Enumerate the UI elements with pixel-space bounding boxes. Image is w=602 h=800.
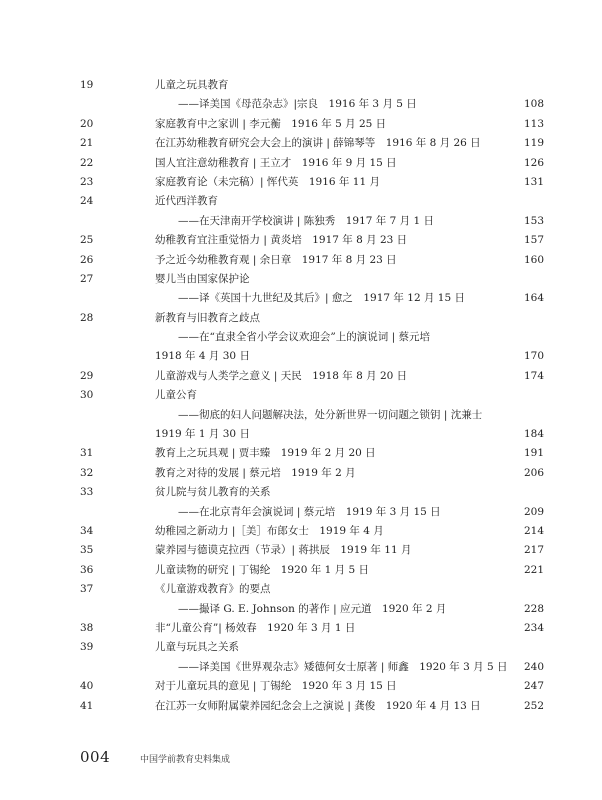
toc-entry [0, 464, 602, 483]
entry-page-number: 209 [523, 505, 544, 518]
toc-line [0, 483, 602, 502]
toc-line [0, 386, 602, 405]
toc-line [0, 677, 602, 696]
toc-line [0, 347, 602, 366]
toc-line [0, 154, 602, 173]
toc-line [0, 212, 602, 231]
entry-title: 予之近今幼稚教育观 | 余日章 1917 年 8 月 23 日 [155, 253, 397, 266]
entry-page-number: 126 [523, 156, 544, 169]
entry-page-number: 214 [523, 524, 544, 537]
entry-title: 儿童公育 [155, 389, 197, 402]
entry-page-number: 221 [523, 563, 544, 576]
entry-title: 对于儿童玩具的意见 | 丁锡纶 1920 年 3 月 15 日 [155, 680, 397, 693]
entry-title: 在江苏幼稚教育研究会大会上的演讲 | 薛锦琴等 1916 年 8 月 26 日 [155, 137, 481, 150]
toc-entry [0, 192, 602, 231]
toc-line [0, 115, 602, 134]
entry-subtitle: ——译《英国十九世纪及其后》| 愈之 1917 年 12 月 15 日 [178, 292, 466, 305]
toc-line [0, 561, 602, 580]
toc-entry [0, 697, 602, 716]
toc-entry [0, 444, 602, 463]
entry-number: 30 [80, 389, 94, 402]
entry-number: 39 [80, 641, 94, 654]
toc-entry [0, 309, 602, 367]
entry-number: 35 [80, 544, 94, 557]
toc-entry [0, 638, 602, 677]
entry-number: 25 [80, 234, 94, 247]
entry-subtitle: ——撮译 G. E. Johnson 的著作 | 应元道 1920 年 2 月 [178, 602, 447, 615]
toc-line [0, 173, 602, 192]
toc-entry [0, 173, 602, 192]
entry-title: 幼稚教育宜注重觉悟力 | 黄炎培 1917 年 8 月 23 日 [155, 234, 408, 247]
entry-number: 33 [80, 486, 94, 499]
toc-entry [0, 483, 602, 522]
toc-line [0, 619, 602, 638]
entry-page-number: 153 [523, 214, 544, 227]
entry-page-number: 108 [523, 98, 544, 111]
entry-page-number: 113 [523, 117, 544, 130]
toc-line [0, 638, 602, 657]
entry-page-number: 191 [523, 447, 544, 460]
entry-page-number: 240 [523, 660, 544, 673]
entry-number: 28 [80, 311, 94, 324]
toc-entry [0, 619, 602, 638]
entry-number: 23 [80, 175, 94, 188]
toc-line [0, 289, 602, 308]
toc-line [0, 697, 602, 716]
entry-page-number: 160 [523, 253, 544, 266]
toc-entry [0, 367, 602, 386]
entry-number: 24 [80, 195, 94, 208]
toc-entry [0, 522, 602, 541]
entry-title: 贫儿院与贫儿教育的关系 [155, 486, 271, 499]
toc-line [0, 580, 602, 599]
entry-title: 家庭教育中之家训 | 李元蘅 1916 年 5 月 25 日 [155, 117, 387, 130]
footer-page-number: 004 [80, 748, 111, 766]
toc-entry [0, 270, 602, 309]
entry-title: 幼稚园之新动力 |［美］布郎女士 1919 年 4 月 [155, 524, 384, 537]
toc-line [0, 503, 602, 522]
entry-title: 儿童读物的研究 | 丁锡纶 1920 年 1 月 5 日 [155, 563, 369, 576]
toc-entry [0, 231, 602, 250]
entry-number: 21 [80, 137, 94, 150]
entry-number: 40 [80, 680, 94, 693]
entry-title: 儿童游戏与人类学之意义 | 天民 1918 年 8 月 20 日 [155, 369, 408, 382]
entry-number: 20 [80, 117, 94, 130]
entry-page-number: 184 [523, 428, 544, 441]
entry-subtitle: ——在北京青年会演说词 | 蔡元培 1919 年 3 月 15 日 [178, 505, 441, 518]
entry-number: 31 [80, 447, 94, 460]
toc-line [0, 270, 602, 289]
entry-number: 22 [80, 156, 94, 169]
entry-title: 蒙养园与德谟克拉西（节录）| 蒋拱辰 1919 年 11 月 [155, 544, 412, 557]
entry-subtitle: ——译美国《世界观杂志》矮德何女士原著 | 师鑫 1920 年 3 月 5 日 [178, 660, 508, 673]
entry-subtitle: ——彻底的妇人问题解决法，处分新世界一切问题之锁钥 | 沈兼士 [178, 408, 483, 421]
entry-number: 27 [80, 272, 94, 285]
toc-line [0, 76, 602, 95]
entry-number: 38 [80, 621, 94, 634]
entry-page-number: 157 [523, 234, 544, 247]
entry-page-number: 247 [523, 680, 544, 693]
toc-entry [0, 134, 602, 153]
toc-line [0, 444, 602, 463]
entry-subtitle: ——译美国《母范杂志》|宗良 1916 年 3 月 5 日 [178, 98, 417, 111]
footer-book-title: 中国学前教育史料集成 [140, 755, 231, 765]
entry-title: 婴儿当由国家保护论 [155, 272, 250, 285]
toc-line [0, 328, 602, 347]
entry-title: 家庭教育论（未完稿）| 恽代英 1916 年 11 月 [155, 175, 380, 188]
entry-number: 37 [80, 583, 94, 596]
entry-number: 41 [80, 699, 94, 712]
toc-line [0, 522, 602, 541]
table-of-contents [0, 76, 602, 716]
toc-line [0, 134, 602, 153]
toc-line [0, 231, 602, 250]
entry-page-number: 234 [523, 621, 544, 634]
toc-entry [0, 677, 602, 696]
entry-title: 国人宜注意幼稚教育 | 王立才 1916 年 9 月 15 日 [155, 156, 397, 169]
toc-entry [0, 580, 602, 619]
entry-page-number: 174 [523, 369, 544, 382]
toc-line [0, 95, 602, 114]
entry-number: 29 [80, 369, 94, 382]
toc-line [0, 192, 602, 211]
entry-number: 36 [80, 563, 94, 576]
toc-entry [0, 251, 602, 270]
toc-entry [0, 76, 602, 115]
entry-number: 32 [80, 466, 94, 479]
entry-page-number: 252 [523, 699, 544, 712]
toc-line [0, 309, 602, 328]
entry-number: 34 [80, 524, 94, 537]
toc-line [0, 658, 602, 677]
entry-number: 26 [80, 253, 94, 266]
entry-subtitle: ——在“直隶全省小学会议欢迎会”上的演说词 | 蔡元培 [178, 331, 430, 344]
toc-line [0, 541, 602, 560]
entry-title: 近代西洋教育 [155, 195, 218, 208]
toc-line [0, 367, 602, 386]
entry-page-number: 164 [523, 292, 544, 305]
entry-title: 儿童与玩具之关系 [155, 641, 239, 654]
entry-title: 非“儿童公育”| 杨效春 1920 年 3 月 1 日 [155, 621, 356, 634]
toc-entry [0, 115, 602, 134]
entry-continuation: 1918 年 4 月 30 日 [155, 350, 250, 363]
toc-entry [0, 154, 602, 173]
entry-title: 在江苏一女师附属蒙养园纪念会上之演说 | 龚俊 1920 年 4 月 13 日 [155, 699, 481, 712]
entry-subtitle: ——在天津南开学校演讲 | 陈独秀 1917 年 7 月 1 日 [178, 214, 434, 227]
entry-title: 教育之对待的发展 | 蔡元培 1919 年 2 月 [155, 466, 356, 479]
entry-continuation: 1919 年 1 月 30 日 [155, 428, 250, 441]
toc-line [0, 425, 602, 444]
entry-page-number: 170 [523, 350, 544, 363]
toc-entry [0, 386, 602, 444]
toc-line [0, 406, 602, 425]
entry-title: 教育上之玩具观 | 贾丰臻 1919 年 2 月 20 日 [155, 447, 376, 460]
entry-page-number: 217 [523, 544, 544, 557]
toc-line [0, 251, 602, 270]
toc-line [0, 464, 602, 483]
entry-page-number: 119 [523, 137, 544, 150]
entry-page-number: 228 [523, 602, 544, 615]
entry-page-number: 131 [523, 175, 544, 188]
toc-entry [0, 541, 602, 560]
toc-line [0, 600, 602, 619]
toc-entry [0, 561, 602, 580]
entry-title: 《儿童游戏教育》的要点 [155, 583, 271, 596]
entry-number: 19 [80, 79, 94, 91]
entry-title: 新教育与旧教育之歧点 [155, 311, 260, 324]
entry-title: 儿童之玩具教育 [155, 79, 229, 91]
entry-page-number: 206 [523, 466, 544, 479]
